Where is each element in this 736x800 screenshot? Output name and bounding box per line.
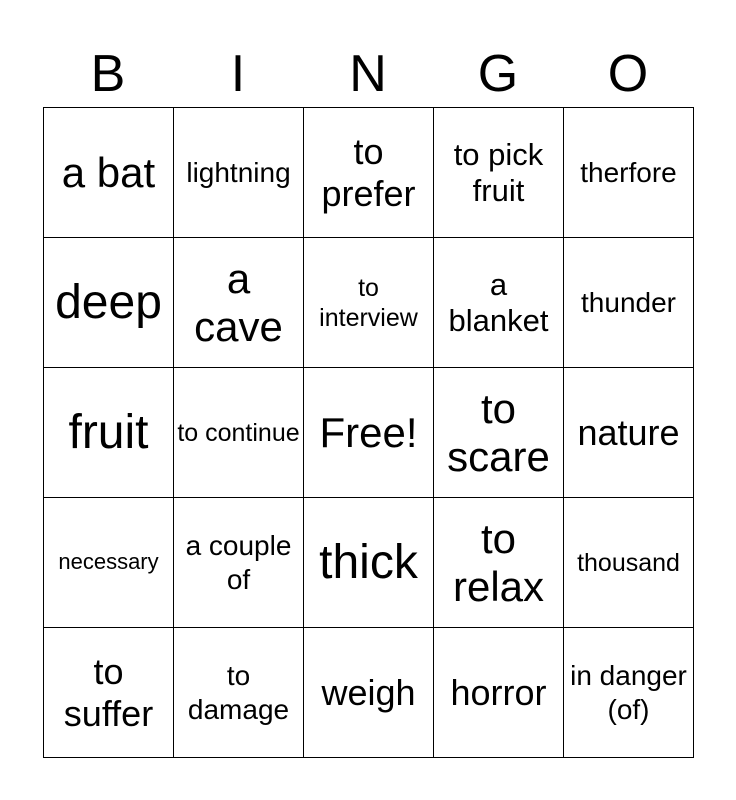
bingo-cell-r4c2[interactable] <box>174 498 304 628</box>
bingo-board <box>43 107 694 758</box>
cell-text: in danger (of) <box>570 659 687 725</box>
bingo-cell-r5c3[interactable] <box>304 628 434 758</box>
cell-text: to continue <box>177 418 300 447</box>
bingo-cell-r3c1[interactable] <box>44 368 174 498</box>
cell-text: a couple of <box>185 529 292 595</box>
bingo-cell-r4c4[interactable] <box>434 498 564 628</box>
header-letter-g: G <box>477 45 519 103</box>
cell-text: necessary <box>58 549 159 575</box>
bingo-cell-r5c5[interactable] <box>564 628 694 758</box>
bingo-cell-r4c3[interactable] <box>304 498 434 628</box>
bingo-cell-r1c1[interactable] <box>44 108 174 238</box>
bingo-cell-r3c2[interactable] <box>174 368 304 498</box>
cell-text: to pick fruit <box>453 136 544 208</box>
cell-text: a blanket <box>448 266 549 338</box>
bingo-cell-r3c3[interactable] <box>304 368 434 498</box>
bingo-cell-r1c5[interactable] <box>564 108 694 238</box>
cell-text: to interview <box>319 273 418 332</box>
bingo-cell-r4c5[interactable] <box>564 498 694 628</box>
bingo-cell-r1c3[interactable] <box>304 108 434 238</box>
cell-text: nature <box>577 411 680 453</box>
header-letter-i: I <box>230 45 246 103</box>
bingo-header <box>43 40 693 108</box>
cell-text: a cave <box>194 255 283 350</box>
cell-text: thousand <box>577 548 680 577</box>
header-letter-b: B <box>90 45 126 103</box>
cell-text: a bat <box>61 148 156 196</box>
bingo-cell-r5c1[interactable] <box>44 628 174 758</box>
cell-text: to relax <box>452 515 545 610</box>
header-letter-n: N <box>349 45 387 103</box>
bingo-cell-r4c1[interactable] <box>44 498 174 628</box>
bingo-cell-r2c5[interactable] <box>564 238 694 368</box>
bingo-cell-r2c1[interactable] <box>44 238 174 368</box>
cell-text: fruit <box>68 405 149 459</box>
bingo-cell-r2c3[interactable] <box>304 238 434 368</box>
cell-text: therfore <box>580 156 677 188</box>
bingo-cell-r2c2[interactable] <box>174 238 304 368</box>
bingo-cell-r1c4[interactable] <box>434 108 564 238</box>
free-space: Free! <box>319 408 418 456</box>
cell-text: deep <box>55 275 162 329</box>
cell-text: to prefer <box>321 131 416 214</box>
bingo-cell-r1c2[interactable] <box>174 108 304 238</box>
cell-text: to damage <box>187 659 290 725</box>
cell-text: lightning <box>186 156 291 188</box>
bingo-cell-r5c2[interactable] <box>174 628 304 758</box>
bingo-cell-r3c4[interactable] <box>434 368 564 498</box>
cell-text: weigh <box>321 671 416 713</box>
cell-text: thunder <box>581 286 676 318</box>
cell-text: thick <box>319 535 418 589</box>
bingo-cell-r5c4[interactable] <box>434 628 564 758</box>
header-letter-o: O <box>607 45 649 103</box>
cell-text: horror <box>450 671 547 713</box>
cell-text: to suffer <box>63 651 154 734</box>
cell-text: to scare <box>447 385 550 480</box>
bingo-cell-r3c5[interactable] <box>564 368 694 498</box>
bingo-cell-r2c4[interactable] <box>434 238 564 368</box>
